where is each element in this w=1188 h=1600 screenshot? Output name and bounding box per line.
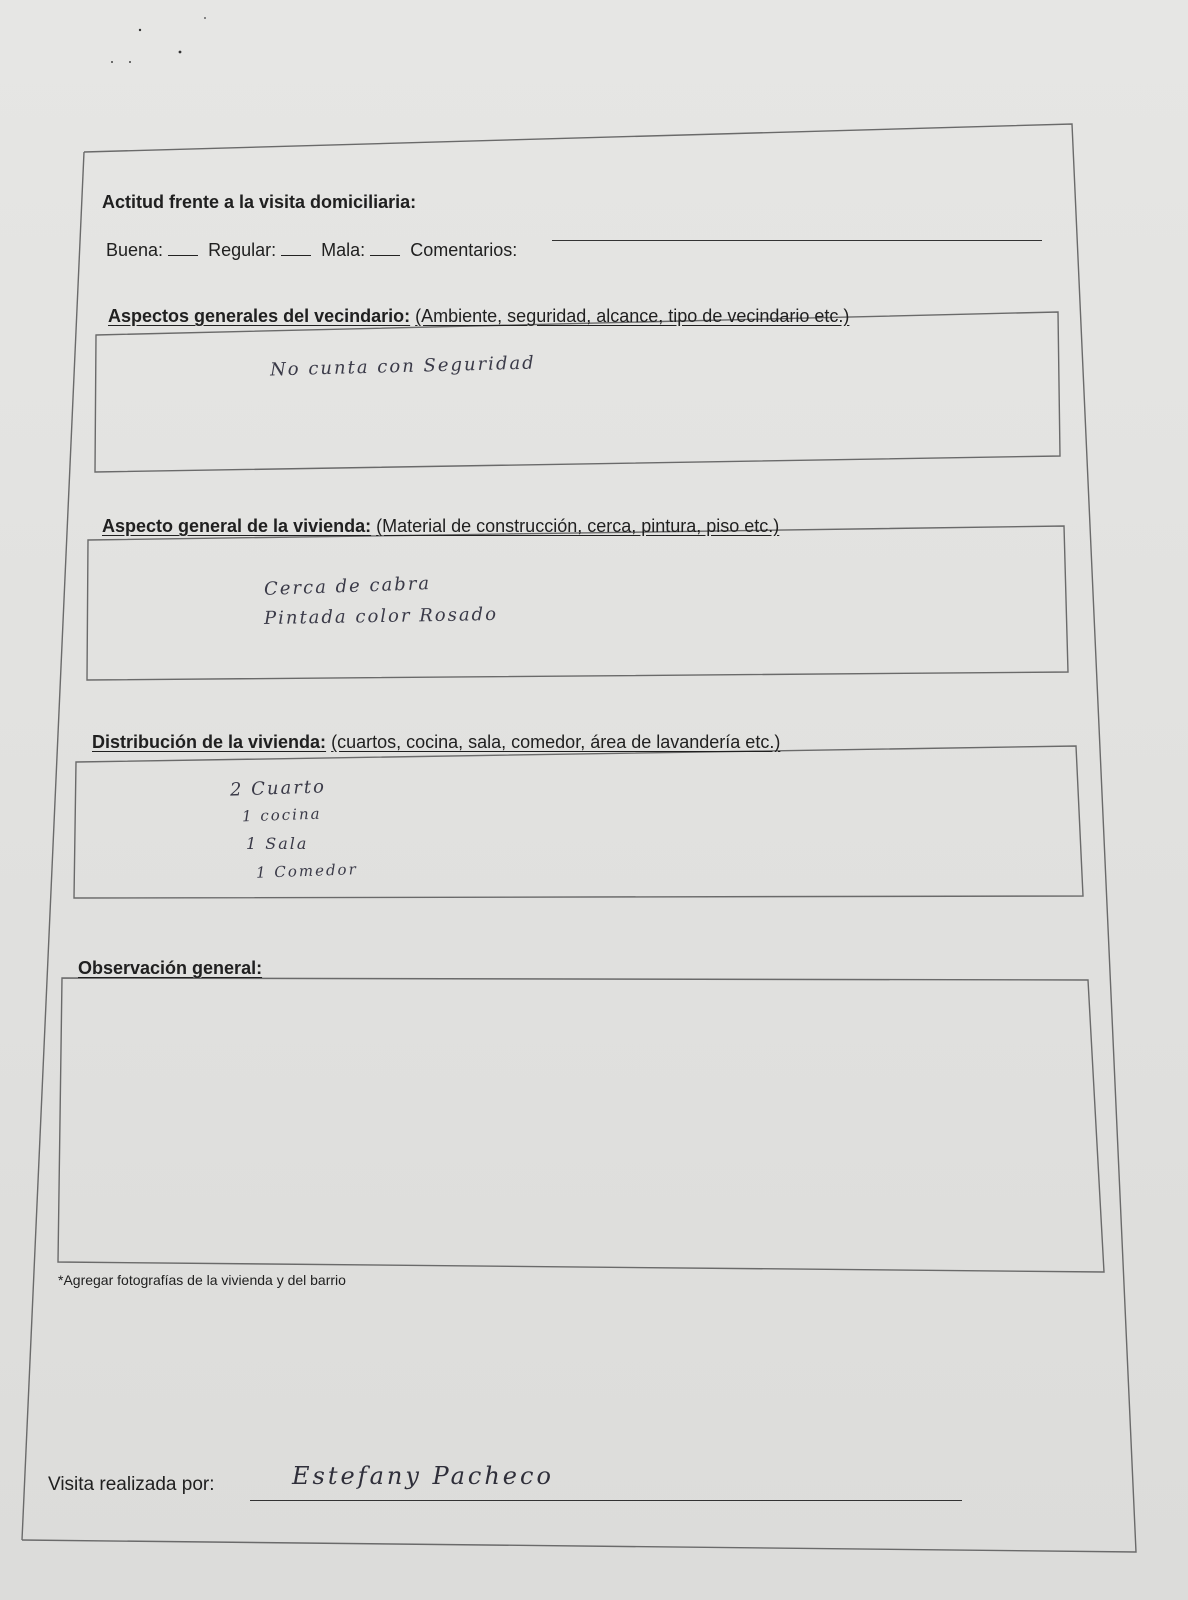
observation-heading: Observación general: bbox=[78, 958, 263, 978]
bad-blank[interactable] bbox=[370, 241, 400, 256]
neighborhood-heading: Aspectos generales del vecindario: bbox=[108, 306, 411, 326]
distribution-answer-line-3: 1 Sala bbox=[246, 834, 309, 853]
signature: Estefany Pacheco bbox=[292, 1462, 554, 1490]
distribution-answer-line-2: 1 cocina bbox=[241, 804, 322, 826]
housing-heading-row bbox=[102, 516, 779, 537]
neighborhood-hint: (Ambiente, seguridad, alcance, tipo de vecindario etc.) bbox=[415, 306, 850, 326]
attitude-title: Actitud frente a la visita domiciliaria: bbox=[102, 192, 417, 212]
comments-label: Comentarios: bbox=[410, 240, 518, 260]
housing-heading: Aspecto general de la vivienda: bbox=[102, 516, 372, 536]
neighborhood-answer: No cunta con Seguridad bbox=[269, 352, 536, 381]
housing-hint: (Material de construcción, cerca, pintura, piso etc.) bbox=[376, 516, 780, 536]
attitude-options-row bbox=[106, 240, 517, 261]
distribution-heading: Distribución de la vivienda: bbox=[92, 732, 327, 752]
signature-line[interactable] bbox=[250, 1500, 962, 1501]
comments-line[interactable] bbox=[552, 240, 1042, 241]
good-label: Buena: bbox=[106, 240, 164, 260]
bad-label: Mala: bbox=[321, 240, 366, 260]
distribution-answer-line-1: 2 Cuarto bbox=[229, 776, 327, 801]
housing-answer-line-2: Pintada color Rosado bbox=[263, 603, 499, 630]
good-blank[interactable] bbox=[168, 241, 198, 256]
visit-label: Visita realizada por: bbox=[48, 1474, 215, 1495]
regular-blank[interactable] bbox=[281, 241, 311, 256]
distribution-answer-line-4: 1 Comedor bbox=[255, 860, 359, 882]
photo-note: *Agregar fotografías de la vivienda y del barrio bbox=[58, 1272, 346, 1288]
distribution-heading-row bbox=[92, 732, 780, 753]
neighborhood-heading-row bbox=[108, 306, 849, 327]
distribution-hint: (cuartos, cocina, sala, comedor, área de lavandería etc.) bbox=[331, 732, 781, 752]
housing-answer-line-1: Cerca de cabra bbox=[263, 573, 432, 600]
regular-label: Regular: bbox=[208, 240, 277, 260]
